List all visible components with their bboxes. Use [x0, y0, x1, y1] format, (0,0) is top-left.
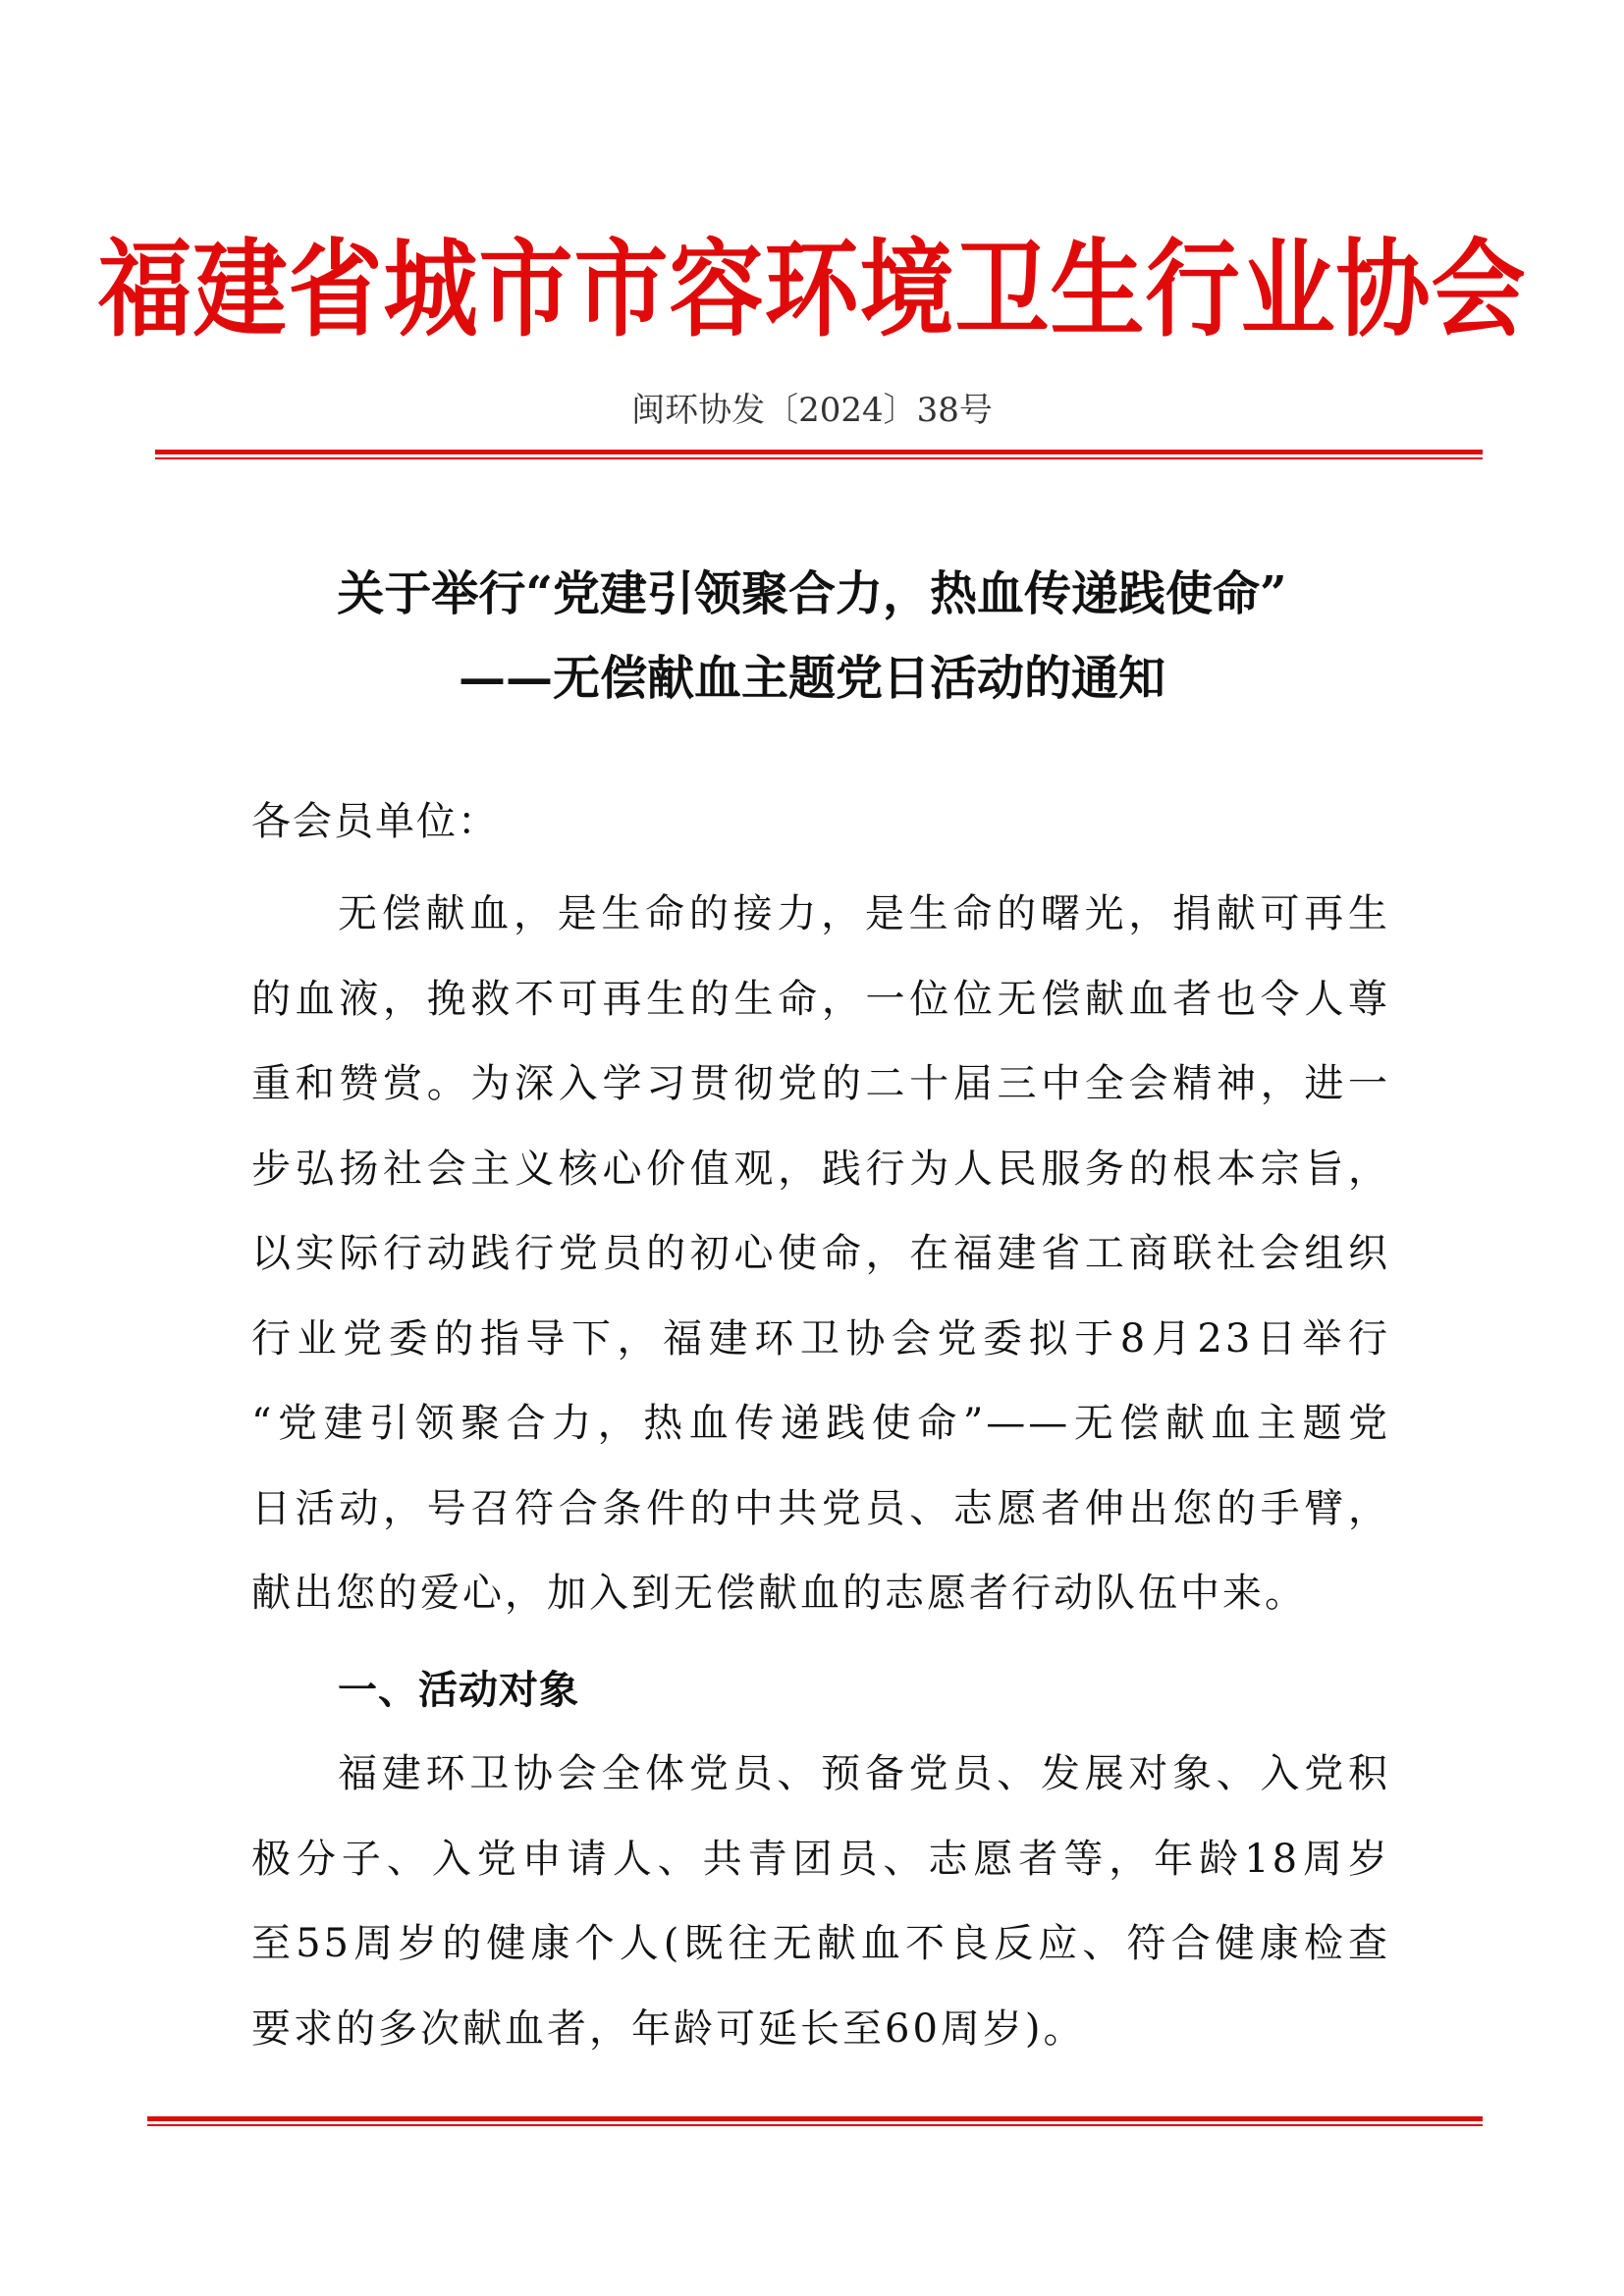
footer-divider-thin-line: [147, 2124, 1483, 2126]
intro-paragraph: [251, 872, 1390, 1636]
salutation: 各会员单位：: [251, 799, 499, 844]
footer-red-divider: [147, 2116, 1483, 2126]
notice-title-line-1: 关于举行“党建引领聚合力，热血传递践使命”: [337, 566, 1287, 621]
activity-target-paragraph: [251, 1732, 1390, 2071]
paragraph-line: 行业党委的指导下，福建环卫协会党委拟于8月23日举行: [251, 1315, 1390, 1362]
notice-title-line-2: ——无偿献血主题党日活动的通知: [458, 651, 1165, 706]
organization-masthead: 福建省城市市容环境卫生行业协会: [97, 227, 1527, 351]
footer-divider-thick-line: [147, 2116, 1483, 2121]
paragraph-line: 福建环卫协会全体党员、预备党员、发展对象、入党积: [338, 1751, 1390, 1796]
paragraph-line: 无偿献血，是生命的接力，是生命的曙光，捐献可再生: [338, 891, 1390, 936]
header-divider-thin-line: [155, 457, 1483, 459]
paragraph-line: 以实际行动践行党员的初心使命，在福建省工商联社会组织: [251, 1231, 1390, 1276]
paragraph-line: 重和赞赏。为深入学习贯彻党的二十届三中全会精神，进一: [251, 1061, 1390, 1106]
section-heading-activity-target: 一、活动对象: [338, 1668, 579, 1713]
paragraph-line: 的血液，挽救不可再生的生命，一位位无偿献血者也令人尊: [251, 976, 1390, 1022]
document-number: 闽环协发〔2024〕38号: [631, 391, 993, 430]
header-red-divider: [155, 450, 1483, 459]
paragraph-line: 日活动，号召符合条件的中共党员、志愿者伸出您的手臂，: [251, 1485, 1390, 1531]
paragraph-line: 至55周岁的健康个人(既往无献血不良反应、符合健康检查: [251, 1921, 1390, 1966]
notice-title: [196, 552, 1428, 721]
paragraph-line: “党建引领聚合力，热血传递践使命”——无偿献血主题党: [251, 1401, 1390, 1446]
header-divider-thick-line: [155, 450, 1483, 454]
paragraph-line: 极分子、入党申请人、共青团员、志愿者等，年龄18周岁: [251, 1836, 1390, 1882]
paragraph-line: 要求的多次献血者，年龄可延长至60周岁)。: [251, 2005, 1086, 2052]
paragraph-line: 步弘扬社会主义核心价值观，践行为人民服务的根本宗旨，: [251, 1146, 1390, 1192]
paragraph-line: 献出您的爱心，加入到无偿献血的志愿者行动队伍中来。: [251, 1571, 1307, 1616]
